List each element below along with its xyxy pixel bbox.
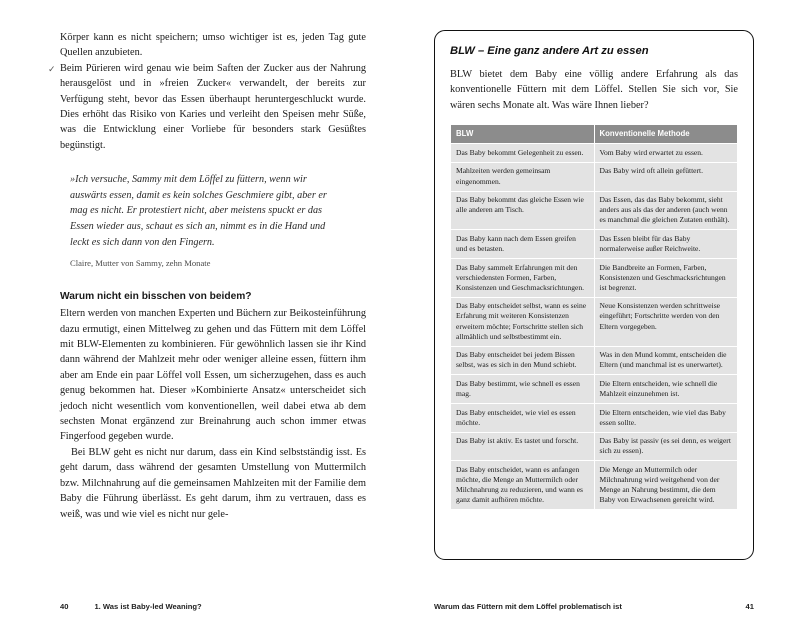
section-heading: Warum nicht ein bisschen von beidem? — [60, 291, 252, 303]
cell-conventional: Das Essen, das das Baby bekommt, sieht anders aus als das der anderen (auch wenn es manchmal die gleichen Zutaten enthält). — [594, 191, 738, 230]
running-head: 1. Was ist Baby-led Weaning? — [94, 602, 202, 611]
paragraph: Körper kann es nicht speichern; umso wichtiger ist es, jeden Tag gute Quellen anzubieten. — [60, 32, 366, 59]
left-page-body — [48, 30, 366, 153]
table-row — [451, 259, 738, 298]
table-row — [451, 432, 738, 461]
table-row — [451, 404, 738, 433]
cell-blw: Das Baby sammelt Erfahrungen mit den verschiedensten Formen, Farben, Konsistenzen und Geschmacksrichtungen. — [451, 259, 595, 298]
check-icon: ✓ — [48, 63, 56, 74]
cell-conventional: Die Eltern entscheiden, wie schnell die Mahlzeit einzunehmen ist. — [594, 375, 738, 404]
cell-blw: Das Baby kann nach dem Essen greifen und es betasten. — [451, 230, 595, 259]
table-body — [451, 144, 738, 510]
table-header-row — [451, 125, 738, 144]
cell-blw: Das Baby entscheidet selbst, wann es seine Erfahrung mit weiteren Konsistenzen erweitern möchte; Fortschritte stellen sich allmählich und selbstbestimmt ein. — [451, 297, 595, 346]
table-row — [451, 191, 738, 230]
cell-blw: Das Baby entscheidet, wie viel es essen möchte. — [451, 404, 595, 433]
left-page-body-continued — [60, 306, 366, 522]
cell-conventional: Das Baby wird oft allein gefüttert. — [594, 162, 738, 191]
cell-blw: Das Baby bekommt Gelegenheit zu essen. — [451, 144, 595, 163]
comparison-table — [450, 124, 738, 510]
table-row — [451, 162, 738, 191]
cell-conventional: Neue Konsistenzen werden schrittweise eingeführt; Fortschritte werden von den Eltern vorgegeben. — [594, 297, 738, 346]
left-page-footer — [0, 602, 400, 611]
cell-blw: Das Baby entscheidet bei jedem Bissen selbst, was es sich in den Mund schiebt. — [451, 346, 595, 375]
table-row — [451, 346, 738, 375]
cell-blw: Das Baby bekommt das gleiche Essen wie alle anderen am Tisch. — [451, 191, 595, 230]
cell-blw: Das Baby entscheidet, wann es anfangen möchte, die Menge an Muttermilch oder Milchnahrung zu reduzieren, und wann es ganz damit aufhören möchte. — [451, 461, 595, 510]
right-page — [400, 0, 800, 637]
paragraph: Bei BLW geht es nicht nur darum, dass ein Kind selbstständig isst. Es geht darum, dass während der gesamten Umstellung von Muttermilch bzw. Milchnahrung auf die gemeinsamen Mahlzeiten mit der Familie dem Baby die Führung überlässt. Es geht darum, ihm zu vertrauen, dass es weiß, was und wie viel es nicht nur gele- — [60, 446, 366, 520]
column-header-blw: BLW — [451, 125, 595, 144]
page-number: 41 — [745, 602, 754, 611]
cell-conventional: Die Menge an Muttermilch oder Milchnahrung wird weitgehend von der Menge an Nahrung bestimmt, die dem Baby von Erwachsenen gereicht wird. — [594, 461, 738, 510]
column-header-conventional: Konventionelle Methode — [594, 125, 738, 144]
table-row — [451, 375, 738, 404]
cell-conventional: Vom Baby wird erwartet zu essen. — [594, 144, 738, 163]
pull-quote — [70, 172, 340, 269]
cell-blw: Das Baby ist aktiv. Es tastet und forscht. — [451, 432, 595, 461]
table-row — [451, 230, 738, 259]
pull-quote-text: »Ich versuche, Sammy mit dem Löffel zu füttern, wenn wir auswärts essen, damit es kein solches Geschmiere gibt, aber er mag es nicht. Er protestiert nicht, aber meistens spuckt er das Essen wieder aus, schaut es sich an, nimmt es in die Hand und leckt es sich dann von den Fingern. — [70, 174, 327, 248]
info-box-title: BLW – Eine ganz andere Art zu essen — [450, 45, 649, 57]
table-row — [451, 297, 738, 346]
cell-blw: Mahlzeiten werden gemeinsam eingenommen. — [451, 162, 595, 191]
cell-conventional: Die Bandbreite an Formen, Farben, Konsistenzen und Geschmacksrichtungen ist begrenzt. — [594, 259, 738, 298]
cell-conventional: Das Baby ist passiv (es sei denn, es weigert sich zu essen). — [594, 432, 738, 461]
paragraph-marked — [48, 61, 366, 153]
cell-conventional: Das Essen bleibt für das Baby normalerweise außer Reichweite. — [594, 230, 738, 259]
right-page-footer — [400, 602, 800, 611]
paragraph: Eltern werden von manchen Experten und Büchern zur Beikosteinführung dazu ermutigt, einen Mittelweg zu gehen und das Füttern mit dem Löffel mit BLW-Elementen zu kombinieren. Für gewöhnlich lassen sie ihr Kind dann während der Mahlzeit mehr oder weniger alleine essen, füttern ihm aber am Ende ein paar Löffel voll Essen, um sicherzugehen, dass es auch genug bekommen hat. Dieser »Kombinierte Ansatz« unterscheidet sich jedoch nicht wesentlich vom konventionellen, weil dabei etwa ab dem sechsten Monat ergänzend zur Breinahrung auch schon immer etwas Fingerfood gegeben wurde. — [60, 308, 366, 443]
info-box — [434, 30, 754, 560]
page-number: 40 — [60, 602, 69, 611]
cell-conventional: Die Eltern entscheiden, wie viel das Baby essen sollte. — [594, 404, 738, 433]
running-head: Warum das Füttern mit dem Löffel problematisch ist — [434, 602, 622, 611]
pull-quote-attribution: Claire, Mutter von Sammy, zehn Monate — [70, 258, 211, 269]
info-box-intro: BLW bietet dem Baby eine völlig andere Erfahrung als das konventionelle Füttern mit dem Löffel. Stellen Sie sich vor, Sie wären sechs Monate alt. Was wäre Ihnen lieber? — [450, 69, 738, 111]
table-row — [451, 144, 738, 163]
cell-conventional: Was in den Mund kommt, entscheiden die Eltern (und manchmal ist es unerwartet). — [594, 346, 738, 375]
table-row — [451, 461, 738, 510]
paragraph: Beim Pürieren wird genau wie beim Saften der Zucker aus der Nahrung herausgelöst und in »freien Zucker« verwandelt, der bereits zur Verfügung steht, bevor das Essen überhaupt heruntergeschluckt wurde. Dies erhöht das Risiko von Karies und verleiht den Speisen mehr Süße, was die Entwicklung einer Vorliebe für besonders stark Gesüßtes begünstigt. — [60, 62, 366, 151]
cell-blw: Das Baby bestimmt, wie schnell es essen mag. — [451, 375, 595, 404]
